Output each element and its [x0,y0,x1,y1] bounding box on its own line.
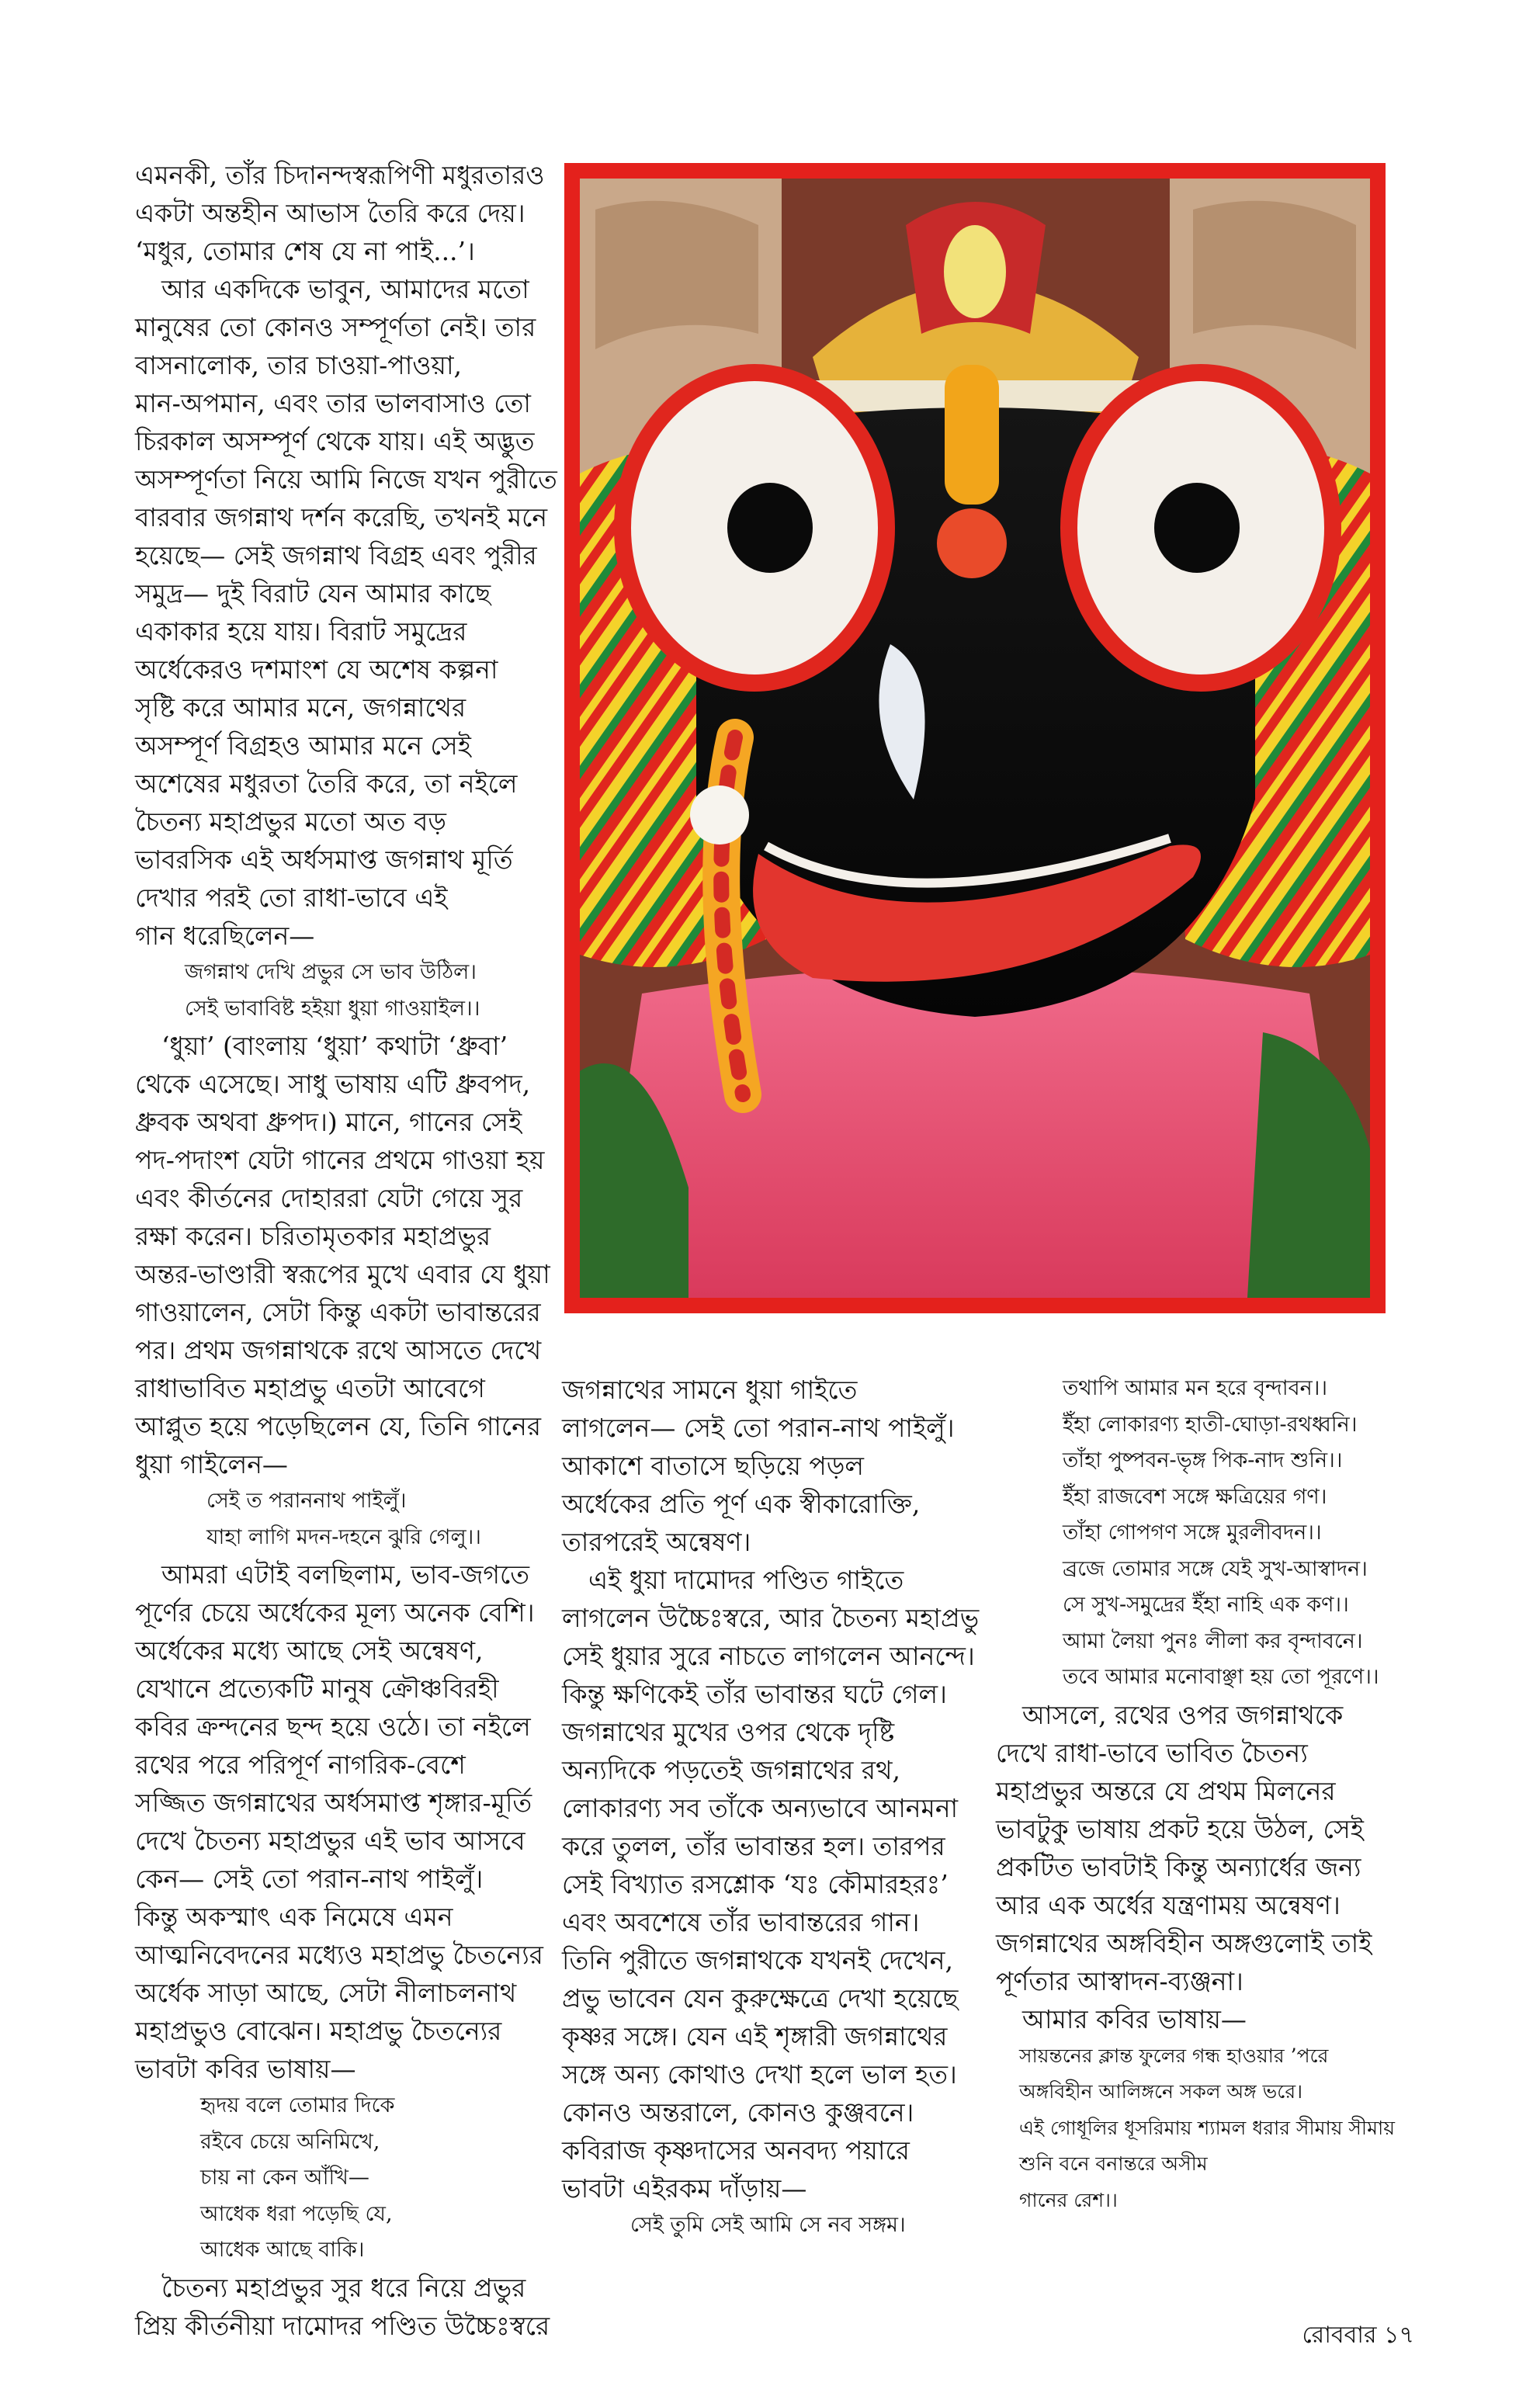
text-line: এবং কীর্তনের দোহাররা যেটা গেয়ে সুর [135,1183,523,1213]
garland-white-flowers [690,786,749,844]
crown-jewel [944,225,1006,318]
text-line: লাগলেন— সেই তো পরান-নাথ পাইলুঁ। [562,1413,955,1443]
verse-line: চায় না কেন আঁখি— [200,2166,369,2190]
column-2 [562,1371,997,2244]
text-line: একটা অন্তহীন আভাস তৈরি করে দেয়। [135,198,525,228]
text-line: থেকে এসেছে। সাধু ভাষায় এটি ধ্রুবপদ, [135,1069,531,1099]
verse-line: তাঁহা পুষ্পবন-ভৃঙ্গ পিক-নাদ শুনি।। [1063,1448,1343,1472]
text-line: ভাবরসিক এই অর্ধসমাপ্ত জগন্নাথ মূর্তি [135,844,513,875]
verse-line: রইবে চেয়ে অনিমিখে, [200,2129,380,2154]
text-line: এবং অবশেষে তাঁর ভাবান্তরের গান। [562,1907,920,1937]
text-line: জগন্নাথের অঙ্গবিহীন অঙ্গগুলোই তাই [996,1927,1372,1958]
verse-line: তাঁহা গোপগণ সঙ্গে মুরলীবদন।। [1063,1521,1322,1545]
col1-paragraph-4 [135,1555,570,2088]
text-line: পূর্ণের চেয়ে অর্ধেকের মূল্য অনেক বেশি। [135,1597,535,1628]
text-line: দেখার পরই তো রাধা-ভাবে এই [135,883,448,913]
verse-line: শুনি বনে বনান্তরে অসীম [1019,2152,1208,2175]
text-line: প্রভু ভাবেন যেন কুরুক্ষেত্রে দেখা হয়েছে [562,1983,959,2013]
verse-line: ইঁহা রাজবেশ সঙ্গে ক্ষত্রিয়ের গণ। [1063,1484,1327,1509]
verse-line: আধেক আছে বাকি। [200,2238,365,2262]
verse-line: যাহা লাগি মদন-দহনে ঝুরি গেলু।। [206,1524,481,1549]
text-line: মহাপ্রভুও বোঝেন। মহাপ্রভু চৈতন্যের [135,2016,502,2046]
verse-line: অঙ্গবিহীন আলিঙ্গনে সকল অঙ্গ ভরে। [1019,2080,1303,2103]
text-line: জগন্নাথের মুখের ওপর থেকে দৃষ্টি [562,1717,895,1747]
text-line: মহাপ্রভুর অন্তরে যে প্রথম মিলনের [996,1775,1336,1806]
text-line: এই ধুয়া দামোদর পণ্ডিত গাইতে [588,1565,904,1595]
left-pupil [727,483,813,573]
text-line: সেই বিখ্যাত রসশ্লোক ‘যঃ কৌমারহরঃ’ [562,1869,949,1899]
text-line: অর্ধেকের প্রতি পূর্ণ এক স্বীকারোক্তি, [562,1489,921,1519]
text-line: ধ্রুবক অথবা ধ্রুপদ।) মানে, গানের সেই [135,1107,522,1137]
text-line: কবির ক্রন্দনের ছন্দ হয়ে ওঠে। তা নইলে [135,1712,531,1742]
verse-line: আধেক ধরা পড়েছি যে, [200,2201,393,2226]
text-line: তারপরেই অন্বেষণ। [562,1527,751,1557]
page-footer: রোববার ১৭ [1302,2322,1414,2349]
text-line: পূর্ণতার আস্বাদন-ব্যঞ্জনা। [996,1965,1243,1996]
verse-line: গানের রেশ।। [1019,2188,1118,2211]
text-line: কিন্তু ক্ষণিকেই তাঁর ভাবান্তর ঘটে গেল। [562,1679,947,1709]
verse-line: এই গোধূলির ধূসরিমায় শ্যামল ধরার সীমায় সীমায় [1019,2116,1395,2139]
text-line: কিন্তু অকস্মাৎ এক নিমেষে এমন [135,1902,453,1932]
text-line: রাধাভাবিত মহাপ্রভু এতটা আবেগে [135,1373,485,1403]
column-3 [996,1371,1431,2218]
text-line: সৃষ্টি করে আমার মনে, জগন্নাথের [135,692,467,723]
right-pupil [1154,483,1240,573]
text-line: সজ্জিত জগন্নাথের অর্ধসমাপ্ত শৃঙ্গার-মূর্তি [135,1788,532,1818]
text-line: ভাবটা কবির ভাষায়— [135,2054,356,2084]
text-line: আমরা এটাই বলছিলাম, ভাব-জগতে [161,1559,530,1590]
text-line: প্রিয় কীর্তনীয়া দামোদর পণ্ডিত উচ্চৈঃস্বরে [135,2310,550,2341]
verse-line: ব্রজে তোমার সঙ্গে যেই সুখ-আস্বাদন। [1063,1556,1368,1581]
text-line: কোনও অন্তরালে, কোনও কুঞ্জবনে। [562,2097,914,2128]
text-line: করে তুলল, তাঁর ভাবান্তর হল। তারপর [562,1831,945,1861]
text-line: প্রকটিত ভাবটাই কিন্তু অন্যার্ধের জন্য [996,1851,1361,1882]
col1-paragraph-3 [135,1027,570,1483]
text-line: অর্ধেকের মধ্যে আছে সেই অন্বেষণ, [135,1635,484,1666]
text-line: অসম্পূর্ণতা নিয়ে আমি নিজে যখন পুরীতে [135,464,557,494]
text-line: মান-অপমান, এবং তার ভালবাসাও তো [135,388,531,418]
text-line: তিনি পুরীতে জগন্নাথকে যখনই দেখেন, [562,1945,953,1975]
text-line: মানুষের তো কোনও সম্পূর্ণতা নেই। তার [135,312,536,342]
col3-verse-2 [996,2038,1431,2219]
text-line: গান ধরেছিলেন— [135,921,315,951]
text-line: সঙ্গে অন্য কোথাও দেখা হলে ভাল হত। [562,2059,957,2090]
text-line: আপ্লুত হয়ে পড়েছিলেন যে, তিনি গানের [135,1411,542,1441]
text-line: লাগলেন উচ্চৈঃস্বরে, আর চৈতন্য মহাপ্রভু [562,1603,980,1633]
text-line: যেখানে প্রত্যেকটি মানুষ ক্রৌঞ্চবিরহী [135,1673,499,1704]
text-line: আকাশে বাতাসে ছড়িয়ে পড়ল [562,1451,864,1481]
text-line: ভাবটা এইরকম দাঁড়ায়— [562,2173,807,2204]
text-line: অর্ধেকেরও দশমাংশ যে অশেষ কল্পনা [135,654,498,685]
text-line: রথের পরে পরিপূর্ণ নাগরিক-বেশে [135,1750,466,1780]
text-line: বাসনালোক, তার চাওয়া-পাওয়া, [135,350,463,380]
text-line: ‘মধুর, তোমার শেষ যে না পাই...’। [135,236,475,266]
text-line: কেন— সেই তো পরান-নাথ পাইলুঁ। [135,1864,484,1894]
text-line: অন্যদিকে পড়তেই জগন্নাথের রথ, [562,1755,900,1785]
verse-line: সেই তুমি সেই আমি সে নব সঙ্গম। [630,2213,906,2237]
text-line: আমার কবির ভাষায়— [1022,2003,1247,2034]
text-line: সেই ধুয়ার সুরে নাচতে লাগলেন আনন্দে। [562,1641,975,1671]
verse-line: আমা লৈয়া পুনঃ লীলা কর বৃন্দাবনে। [1063,1628,1363,1653]
text-line: হয়েছে— সেই জগন্নাথ বিগ্রহ এবং পুরীর [135,540,537,571]
verse-line: তবে আমার মনোবাঞ্ছা হয় তো পূরণে।। [1063,1665,1379,1689]
text-line: সমুদ্র— দুই বিরাট যেন আমার কাছে [135,578,491,609]
text-line: ধুয়া গাইলেন— [135,1449,288,1479]
col1-paragraph-5 [135,2269,570,2345]
verse-line: ইঁহা লোকারণ্য হাতী-ঘোড়া-রথধ্বনি। [1063,1412,1358,1437]
tilak-flower [937,508,1007,578]
text-line: অর্ধেক সাড়া আছে, সেটা নীলাচলনাথ [135,1978,517,2008]
text-line: আত্মনিবেদনের মধ্যেও মহাপ্রভু চৈতন্যের [135,1940,543,1970]
text-line: পর। প্রথম জগন্নাথকে রথে আসতে দেখে [135,1335,542,1365]
text-line: রক্ষা করেন। চরিতামৃতকার মহাপ্রভুর [135,1221,491,1251]
text-line: গাওয়ালেন, সেটা কিন্তু একটা ভাবান্তরের [135,1297,541,1327]
col3-paragraph-2 [996,2000,1431,2038]
col1-verse-2 [135,1483,570,1555]
col2-paragraph-2 [562,1561,997,2207]
text-line: ভাবটুকু ভাষায় প্রকট হয়ে উঠল, সেই [996,1813,1364,1844]
text-line: চৈতন্য মহাপ্রভুর মতো অত বড় [135,806,446,837]
text-line: অশেষের মধুরতা তৈরি করে, তা নইলে [135,768,518,799]
col1-paragraph-2 [135,270,570,955]
col2-paragraph-1 [562,1371,997,1561]
text-line: চিরকাল অসম্পূর্ণ থেকে যায়। এই অদ্ভুত [135,426,535,456]
text-line: লোকারণ্য সব তাঁকে অন্যভাবে আনমনা [562,1793,959,1823]
text-line: বারবার জগন্নাথ দর্শন করেছি, তখনই মনে [135,502,548,532]
text-line: এমনকী, তাঁর চিদানন্দস্বরূপিণী মধুরতারও [135,160,545,190]
column-1 [135,156,570,2345]
text-line: জগন্নাথের সামনে ধুয়া গাইতে [562,1375,858,1405]
verse-line: জগন্নাথ দেখি প্রভুর সে ভাব উঠিল। [185,960,477,984]
text-line: আর এক অর্ধের যন্ত্রণাময় অন্বেষণ। [996,1889,1341,1920]
verse-line: তথাপি আমার মন হরে বৃন্দাবন।। [1063,1376,1328,1400]
text-line: চৈতন্য মহাপ্রভুর সুর ধরে নিয়ে প্রভুর [161,2272,526,2303]
text-line: পদ-পদাংশ যেটা গানের প্রথমে গাওয়া হয় [135,1145,545,1175]
col1-verse-3 [135,2088,570,2269]
verse-line: সেই ত পরাননাথ পাইলুঁ। [206,1489,407,1513]
col1-verse-1 [135,955,570,1027]
text-line: অসম্পূর্ণ বিগ্রহও আমার মনে সেই [135,730,471,761]
verse-line: হৃদয় বলে তোমার দিকে [200,2093,395,2117]
jagannath-photo [580,179,1370,1298]
col3-verse-1 [996,1371,1431,1696]
text-line: দেখে রাধা-ভাবে ভাবিত চৈতন্য [996,1737,1308,1768]
text-line: ‘ধুয়া’ (বাংলায় ‘ধুয়া’ কথাটা ‘ধ্রুবা’ [161,1031,508,1061]
text-line: আর একদিকে ভাবুন, আমাদের মতো [161,274,529,304]
text-line: দেখে চৈতন্য মহাপ্রভুর এই ভাব আসবে [135,1826,525,1856]
text-line: আসলে, রথের ওপর জগন্নাথকে [1022,1699,1344,1730]
text-line: অন্তর-ভাণ্ডারী স্বরূপের মুখে এবার যে ধুয়া [135,1259,550,1289]
text-line: কবিরাজ কৃষ্ণদাসের অনবদ্য পয়ারে [562,2135,910,2166]
verse-line: সায়ন্তনের ক্লান্ত ফুলের গন্ধ হাওয়ার ’পরে [1019,2044,1329,2067]
col3-paragraph-1 [996,1696,1431,2000]
text-line: একাকার হয়ে যায়। বিরাট সমুদ্রের [135,616,467,647]
col1-paragraph-1 [135,156,570,270]
text-line: কৃষ্ণর সঙ্গে। যেন এই শৃঙ্গারী জগন্নাথের [562,2021,948,2051]
verse-line: সে সুখ-সমুদ্রের ইঁহা নাহি এক কণ।। [1063,1593,1349,1617]
col2-verse-1 [562,2207,997,2244]
photo-frame [564,163,1386,1313]
tilak [945,365,999,505]
verse-line: সেই ভাবাবিষ্ট হইয়া ধুয়া গাওয়াইল।। [185,996,480,1021]
